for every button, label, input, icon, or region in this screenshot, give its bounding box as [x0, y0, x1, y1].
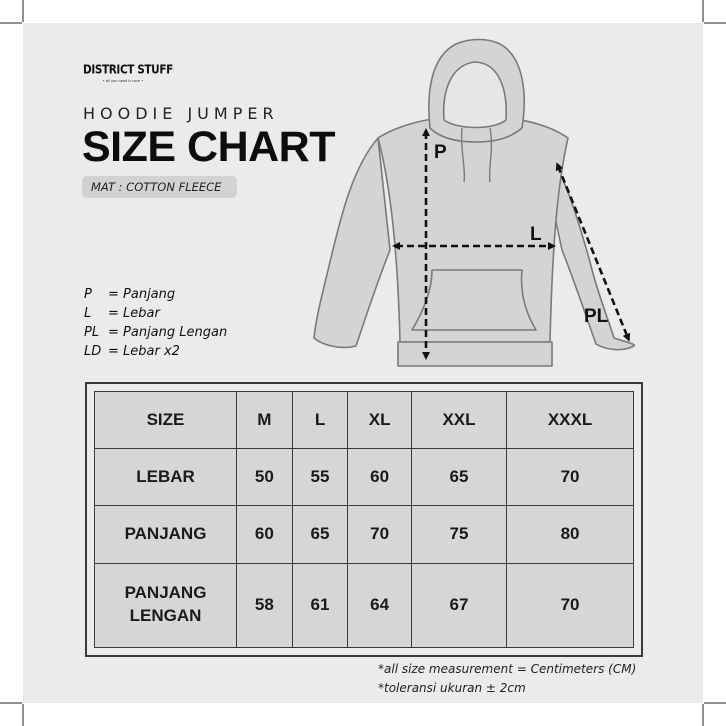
table-cell: 70	[507, 563, 634, 647]
table-cell: 64	[348, 563, 412, 647]
row-label	[95, 563, 237, 647]
table-cell: 55	[292, 449, 348, 506]
measurement-legend	[84, 285, 227, 361]
header-cell: SIZE	[95, 392, 237, 449]
legend-item	[84, 323, 227, 342]
waistband	[398, 342, 552, 366]
table-row	[95, 506, 634, 563]
brand-tagline: • all you need is here •	[102, 79, 144, 83]
row-label-line: LENGAN	[129, 606, 202, 626]
header-cell: XL	[348, 392, 412, 449]
table-cell: 60	[348, 449, 412, 506]
legend-text: = Panjang	[108, 287, 176, 302]
sleeve-length-label: PL	[584, 306, 609, 327]
left-sleeve	[314, 138, 390, 347]
header-cell: L	[292, 392, 348, 449]
legend-item	[84, 285, 227, 304]
table-cell: 65	[292, 506, 348, 563]
row-label: PANJANG	[95, 506, 237, 563]
legend-key: PL	[84, 325, 100, 340]
legend-item	[84, 304, 227, 323]
table-row	[95, 563, 634, 647]
legend-text: = Panjang Lengan	[108, 325, 228, 340]
row-label-line: PANJANG	[124, 583, 207, 603]
legend-item	[84, 342, 227, 361]
header-cell: XXXL	[507, 392, 634, 449]
header-cell: M	[237, 392, 293, 449]
grid-line	[0, 702, 22, 704]
footnote-units: *all size measurement = Centimeters (CM)	[378, 662, 637, 676]
table-cell: 67	[411, 563, 506, 647]
legend-text: = Lebar	[108, 306, 160, 321]
page-title: SIZE CHART	[82, 123, 335, 171]
product-subtitle: HOODIE JUMPER	[83, 104, 279, 123]
width-label: L	[530, 224, 542, 245]
table-cell: 60	[237, 506, 293, 563]
table-cell: 65	[411, 449, 506, 506]
legend-key: LD	[84, 344, 102, 359]
grid-line	[22, 0, 24, 22]
row-label: LEBAR	[95, 449, 237, 506]
table-header-row	[95, 392, 634, 449]
table-cell: 75	[411, 506, 506, 563]
table-row	[95, 449, 634, 506]
table-cell: 61	[292, 563, 348, 647]
legend-key: P	[84, 287, 92, 302]
footnotes	[378, 660, 636, 698]
grid-line	[22, 704, 24, 726]
brand-logo	[83, 63, 173, 83]
hoodie-illustration	[300, 30, 650, 375]
legend-text: = Lebar x2	[108, 344, 180, 359]
footnote-tolerance: *toleransi ukuran ± 2cm	[378, 681, 526, 695]
material-badge: MAT : COTTON FLEECE	[82, 176, 237, 198]
table-cell: 58	[237, 563, 293, 647]
grid-line	[702, 0, 704, 22]
grid-line	[704, 702, 726, 704]
table-cell: 80	[507, 506, 634, 563]
grid-line	[702, 704, 704, 726]
length-label: P	[434, 142, 447, 163]
legend-key: L	[84, 306, 92, 321]
table-cell: 50	[237, 449, 293, 506]
header-cell: XXL	[411, 392, 506, 449]
table-cell: 70	[507, 449, 634, 506]
grid-line	[704, 22, 726, 24]
grid-line	[0, 22, 22, 24]
brand-name: DISTRICT STUFF	[83, 63, 173, 77]
size-table	[85, 382, 643, 657]
table-cell: 70	[348, 506, 412, 563]
